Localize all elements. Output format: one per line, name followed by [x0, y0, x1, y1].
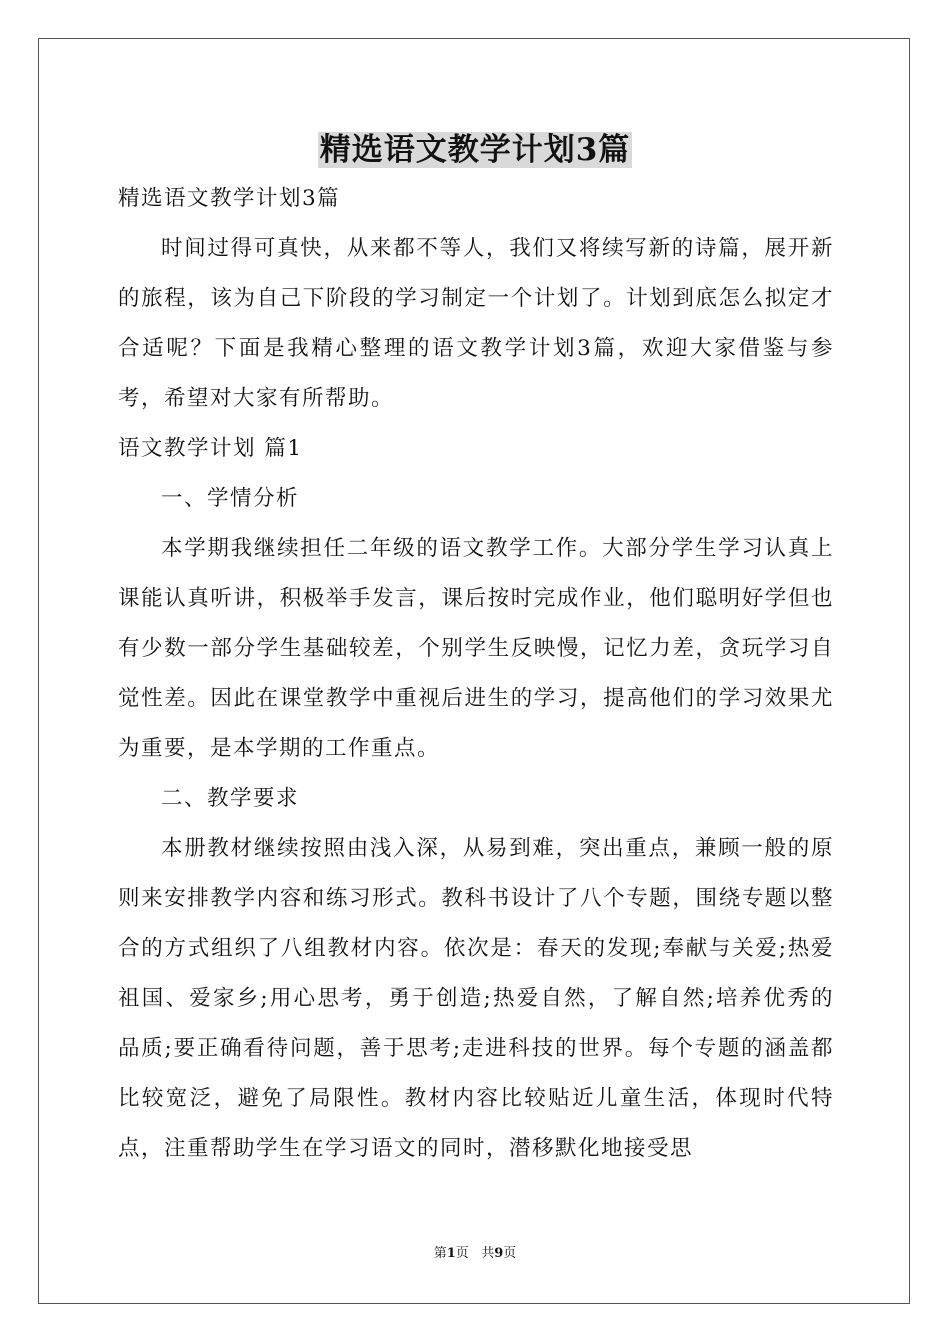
intro-paragraph: 时间过得可真快，从来都不等人，我们又将续写新的诗篇，展开新的旅程，该为自己下阶段的学习制定一个计划了。计划到底怎么拟定才合适呢？下面是我精心整理的语文教学计划3篇，欢迎大家借鉴与参考，希望对大家有所帮助。 [118, 236, 834, 411]
document-title [0, 128, 950, 172]
page-suffix: 页 [455, 1246, 469, 1261]
title-text: 精选语文教学计划3篇 [319, 132, 631, 168]
paragraph-learning-analysis: 本学期我继续担任二年级的语文教学工作。大部分学生学习认真上课能认真听讲，积极举手发言，课后按时完成作业，他们聪明好学但也有少数一部分学生基础较差，个别学生反映慢，记忆力差，贪玩学习自觉性差。因此在课堂教学中重视后进生的学习，提高他们的学习效果尤为重要，是本学期的工作重点。 [118, 536, 834, 761]
document-body [118, 174, 834, 1174]
subheading-teaching-requirements: 二、教学要求 [161, 786, 300, 811]
section-heading: 语文教学计划 篇1 [118, 436, 303, 461]
page-prefix: 第 [433, 1246, 447, 1261]
subheading-learning-analysis: 一、学情分析 [161, 486, 300, 511]
page-number: 1 [446, 1246, 456, 1261]
page-footer [0, 1244, 950, 1264]
total-suffix: 页 [503, 1246, 517, 1261]
paragraph-teaching-requirements: 本册教材继续按照由浅入深，从易到难，突出重点，兼顾一般的原则来安排教学内容和练习形式。教科书设计了八个专题，围绕专题以整合的方式组织了八组教材内容。依次是：春天的发现;奉献与关爱;热爱祖国、爱家乡;用心思考，勇于创造;热爱自然，了解自然;培养优秀的品质;要正确看待问题，善于思考;走进科技的世界。每个专题的涵盖都比较宽泛，避免了局限性。教材内容比较贴近儿童生活，体现时代特点，注重帮助学生在学习语文的同时，潜移默化地接受思 [118, 836, 834, 1161]
total-pages: 9 [494, 1246, 504, 1261]
total-prefix: 共 [481, 1246, 495, 1261]
subtitle-line: 精选语文教学计划3篇 [118, 186, 341, 211]
